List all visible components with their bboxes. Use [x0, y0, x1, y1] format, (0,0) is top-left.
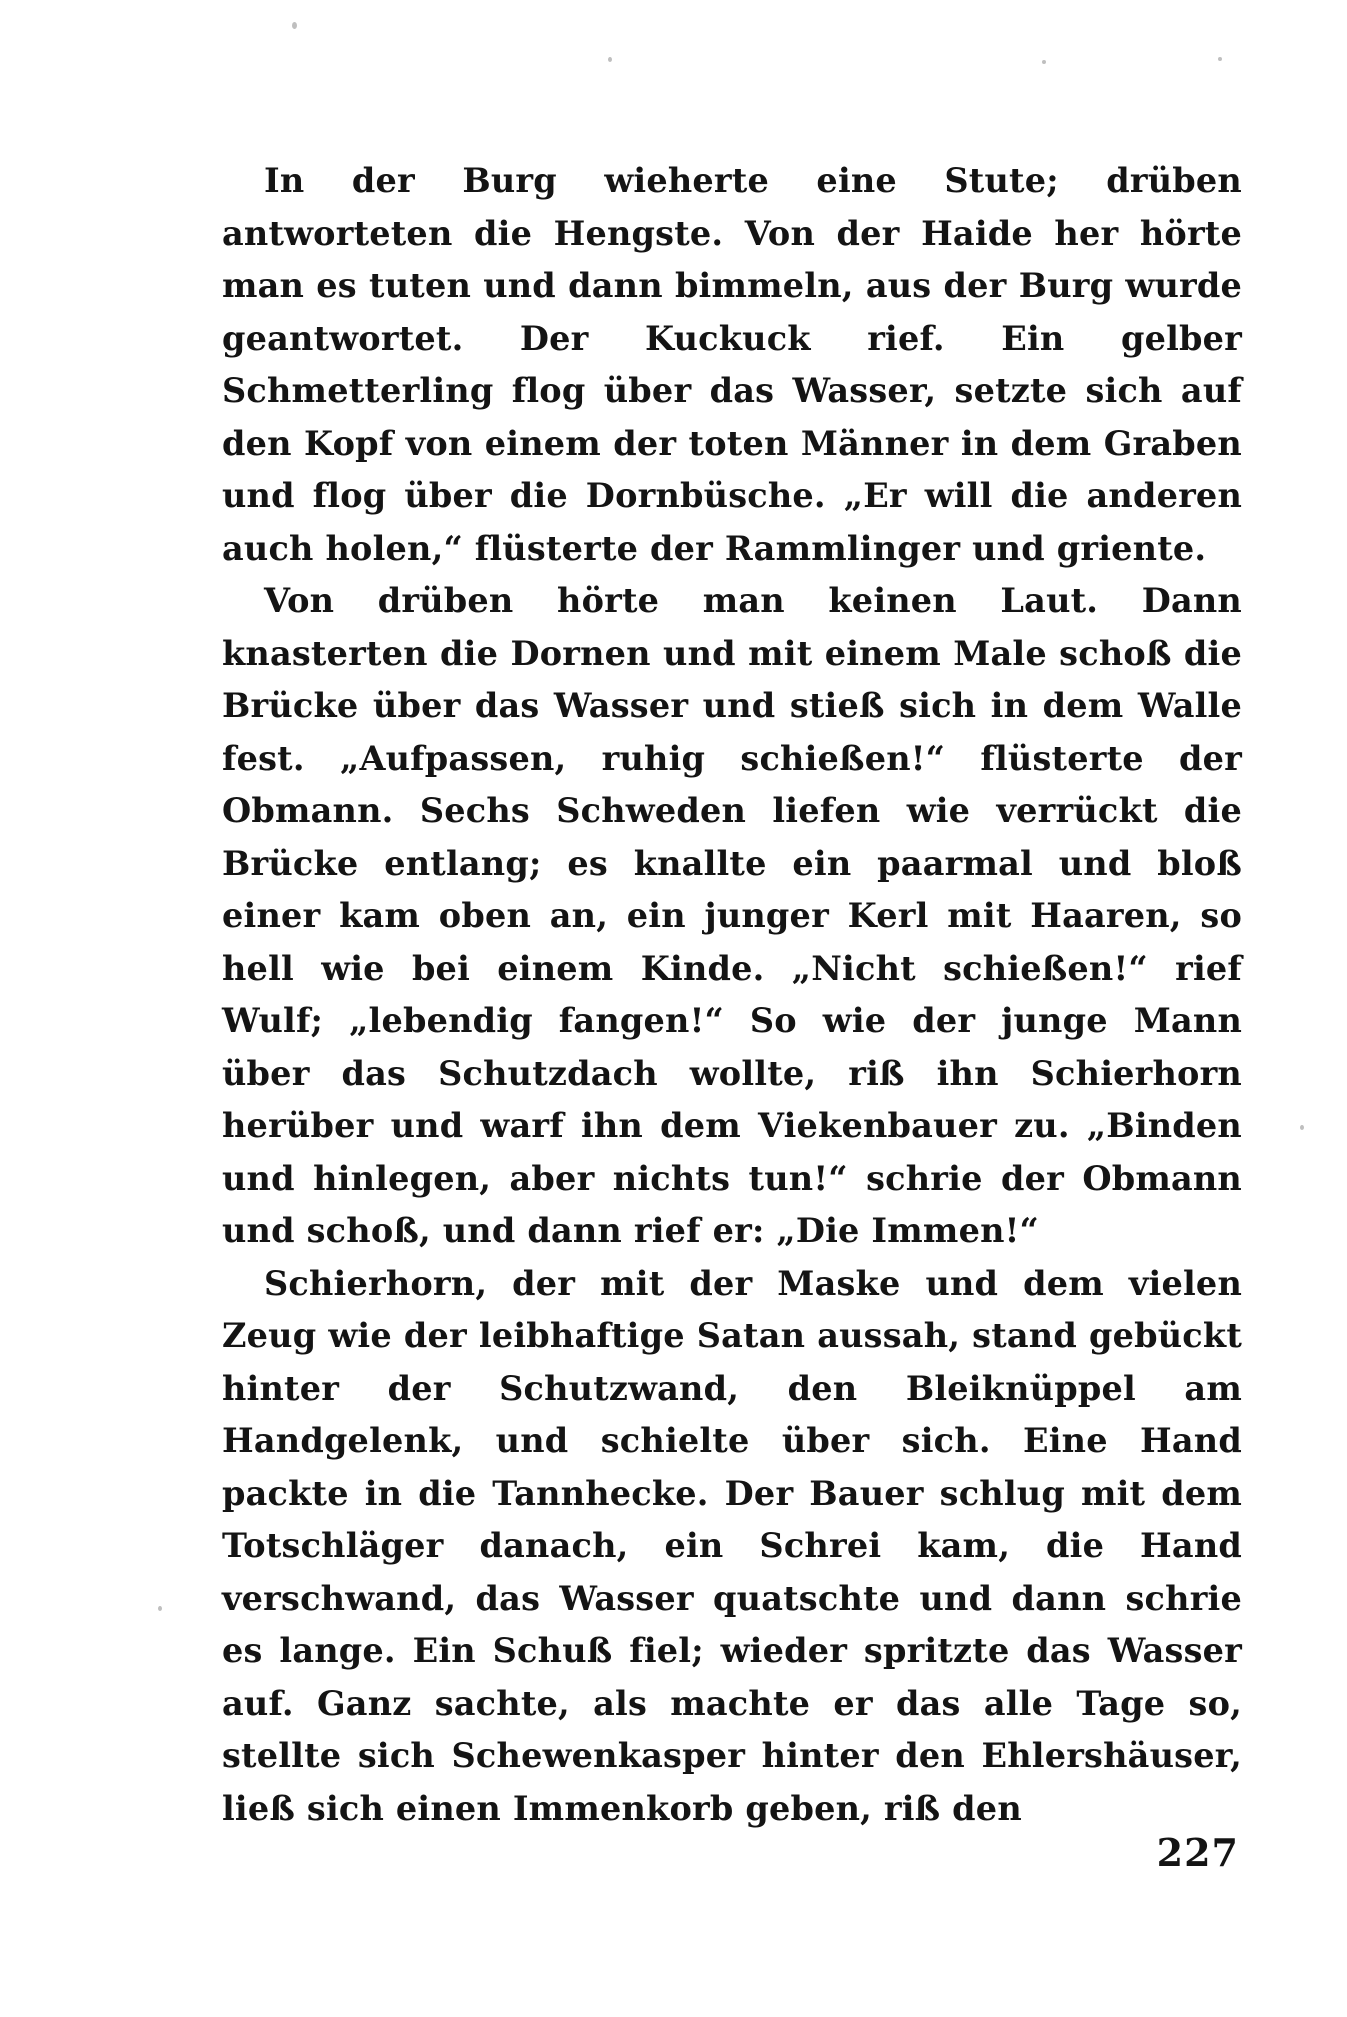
paragraph: Von drüben hörte man keinen Laut. Dann knasterten die Dornen und mit einem Male schoß die Brücke über das Wasser und stieß sich in dem Walle fest. „Aufpassen, ruhig schießen!“ flüsterte der Obmann. Sechs Schweden liefen wie verrückt die Brücke entlang; es knallte ein paarmal und bloß einer kam oben an, ein junger Kerl mit Haaren, so hell wie bei einem Kinde. „Nicht schießen!“ rief Wulf; „lebendig fangen!“ So wie der junge Mann über das Schutzdach wollte, riß ihn Schierhorn herüber und warf ihn dem Viekenbauer zu. „Binden und hinlegen, aber nichts tun!“ schrie der Obmann und schoß, und dann rief er: „Die Immen!“	[222, 581, 1242, 1250]
scan-artifact	[608, 57, 612, 62]
scan-artifact	[1218, 57, 1222, 61]
scan-artifact	[292, 22, 297, 29]
scan-artifact	[1042, 60, 1046, 64]
scan-artifact	[158, 1606, 162, 1611]
scan-artifact	[1300, 1125, 1304, 1130]
page-text	[222, 155, 1242, 1835]
page-number: 227	[1156, 1830, 1239, 1875]
paragraph: In der Burg wieherte eine Stute; drüben antworteten die Hengste. Von der Haide her hörte man es tuten und dann bimmeln, aus der Burg wurde geantwortet. Der Kuckuck rief. Ein gelber Schmetterling flog über das Wasser, setzte sich auf den Kopf von einem der toten Männer in dem Graben und flog über die Dornbüsche. „Er will die anderen auch holen,“ flüsterte der Rammlinger und griente.	[222, 161, 1242, 568]
paragraph: Schierhorn, der mit der Maske und dem vielen Zeug wie der leibhaftige Satan aussah, stand gebückt hinter der Schutzwand, den Bleiknüppel am Handgelenk, und schielte über sich. Eine Hand packte in die Tannhecke. Der Bauer schlug mit dem Totschläger danach, ein Schrei kam, die Hand verschwand, das Wasser quatschte und dann schrie es lange. Ein Schuß fiel; wieder spritzte das Wasser auf. Ganz sachte, als machte er das alle Tage so, stellte sich Schewenkasper hinter den Ehlershäuser, ließ sich einen Immenkorb geben, riß den	[222, 1263, 1242, 1828]
